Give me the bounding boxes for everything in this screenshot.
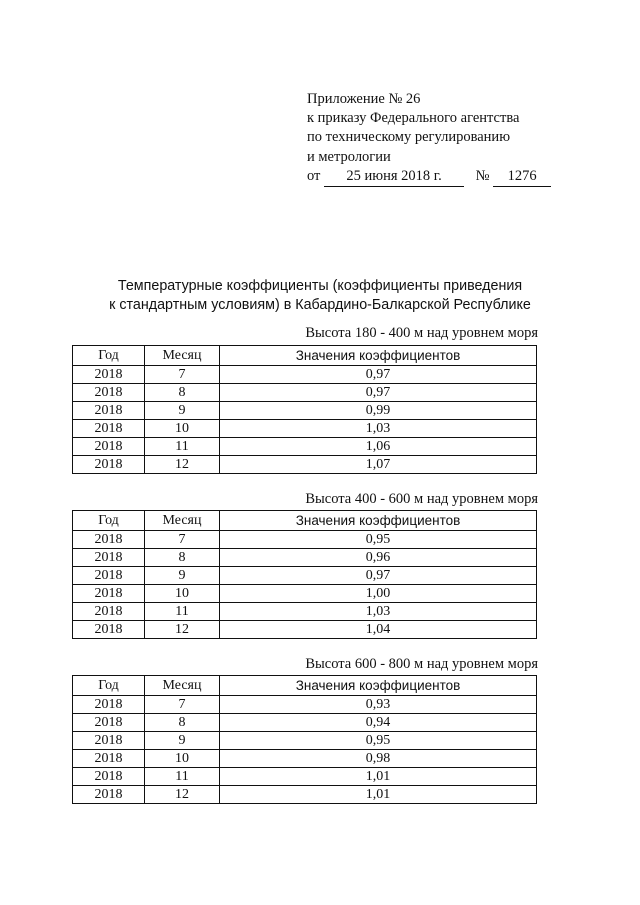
coefficient-cell: 0,97 xyxy=(220,384,537,402)
coefficient-cell: 1,06 xyxy=(220,438,537,456)
coefficients-table xyxy=(72,510,537,639)
table-row xyxy=(73,750,537,768)
table-row xyxy=(73,402,537,420)
table-header-row xyxy=(73,346,537,366)
order-date: 25 июня 2018 г. xyxy=(324,167,464,187)
coefficient-cell: 1,07 xyxy=(220,456,537,474)
month-cell: 11 xyxy=(145,438,220,456)
coefficient-cell: 1,00 xyxy=(220,585,537,603)
coefficient-cell: 0,97 xyxy=(220,366,537,384)
title-line-1: Температурные коэффициенты (коэффициенты приведения xyxy=(117,278,523,294)
month-cell: 10 xyxy=(145,750,220,768)
month-cell: 9 xyxy=(145,402,220,420)
month-cell: 12 xyxy=(145,621,220,639)
year-cell: 2018 xyxy=(73,696,145,714)
value-column-header: Значения коэффициентов xyxy=(220,346,537,366)
agency-line: по техническому регулированию xyxy=(307,129,511,146)
order-date-line xyxy=(307,167,557,187)
table-row xyxy=(73,567,537,585)
table-row xyxy=(73,621,537,639)
table-row xyxy=(73,786,537,804)
altitude-caption: Высота 400 - 600 м над уровнем моря xyxy=(305,491,538,507)
coefficient-cell: 0,94 xyxy=(220,714,537,732)
table-row xyxy=(73,420,537,438)
from-label: от xyxy=(307,167,321,184)
year-column-header: Год xyxy=(73,346,145,366)
altitude-caption: Высота 600 - 800 м над уровнем моря xyxy=(305,656,538,672)
value-column-header: Значения коэффициентов xyxy=(220,511,537,531)
table-row xyxy=(73,714,537,732)
table-row xyxy=(73,768,537,786)
month-cell: 11 xyxy=(145,603,220,621)
table-row xyxy=(73,456,537,474)
year-cell: 2018 xyxy=(73,438,145,456)
table-row xyxy=(73,438,537,456)
year-cell: 2018 xyxy=(73,456,145,474)
month-cell: 8 xyxy=(145,549,220,567)
month-cell: 12 xyxy=(145,456,220,474)
coefficients-table xyxy=(72,675,537,804)
month-column-header: Месяц xyxy=(145,511,220,531)
table-row xyxy=(73,696,537,714)
month-cell: 8 xyxy=(145,384,220,402)
coefficient-cell: 0,98 xyxy=(220,750,537,768)
appendix-header xyxy=(307,90,557,187)
coefficient-cell: 0,99 xyxy=(220,402,537,420)
month-column-header: Месяц xyxy=(145,676,220,696)
year-cell: 2018 xyxy=(73,750,145,768)
month-cell: 7 xyxy=(145,531,220,549)
month-cell: 9 xyxy=(145,732,220,750)
month-cell: 8 xyxy=(145,714,220,732)
coefficient-cell: 1,04 xyxy=(220,621,537,639)
coefficient-cell: 0,95 xyxy=(220,732,537,750)
document-title xyxy=(40,277,600,315)
year-column-header: Год xyxy=(73,511,145,531)
month-cell: 11 xyxy=(145,768,220,786)
year-cell: 2018 xyxy=(73,366,145,384)
table-row xyxy=(73,384,537,402)
year-cell: 2018 xyxy=(73,549,145,567)
year-cell: 2018 xyxy=(73,567,145,585)
month-cell: 10 xyxy=(145,420,220,438)
year-cell: 2018 xyxy=(73,621,145,639)
order-number: 1276 xyxy=(493,167,551,187)
year-cell: 2018 xyxy=(73,732,145,750)
table-row xyxy=(73,549,537,567)
year-cell: 2018 xyxy=(73,603,145,621)
coefficient-cell: 0,93 xyxy=(220,696,537,714)
coefficient-cell: 1,01 xyxy=(220,768,537,786)
table-row xyxy=(73,732,537,750)
month-cell: 7 xyxy=(145,366,220,384)
coefficient-cell: 1,03 xyxy=(220,420,537,438)
year-cell: 2018 xyxy=(73,768,145,786)
coefficient-cell: 0,95 xyxy=(220,531,537,549)
altitude-caption: Высота 180 - 400 м над уровнем моря xyxy=(305,325,538,341)
table-row xyxy=(73,603,537,621)
table-header-row xyxy=(73,676,537,696)
table-row xyxy=(73,531,537,549)
agency-line-end: и метрологии xyxy=(307,148,391,165)
year-cell: 2018 xyxy=(73,402,145,420)
year-cell: 2018 xyxy=(73,531,145,549)
month-cell: 10 xyxy=(145,585,220,603)
table-row xyxy=(73,585,537,603)
year-cell: 2018 xyxy=(73,786,145,804)
month-column-header: Месяц xyxy=(145,346,220,366)
year-cell: 2018 xyxy=(73,714,145,732)
month-cell: 9 xyxy=(145,567,220,585)
month-cell: 7 xyxy=(145,696,220,714)
table-header-row xyxy=(73,511,537,531)
coefficient-cell: 0,97 xyxy=(220,567,537,585)
value-column-header: Значения коэффициентов xyxy=(220,676,537,696)
title-line-2: к стандартным условиям) в Кабардино-Балкарской Республике xyxy=(109,297,531,313)
year-cell: 2018 xyxy=(73,420,145,438)
month-cell: 12 xyxy=(145,786,220,804)
number-label: № xyxy=(475,167,490,184)
year-cell: 2018 xyxy=(73,384,145,402)
coefficient-cell: 0,96 xyxy=(220,549,537,567)
table-row xyxy=(73,366,537,384)
coefficients-table xyxy=(72,345,537,474)
appendix-number: Приложение № 26 xyxy=(307,91,421,107)
year-column-header: Год xyxy=(73,676,145,696)
coefficient-cell: 1,03 xyxy=(220,603,537,621)
order-reference: к приказу Федерального агентства xyxy=(307,110,520,127)
year-cell: 2018 xyxy=(73,585,145,603)
coefficient-cell: 1,01 xyxy=(220,786,537,804)
